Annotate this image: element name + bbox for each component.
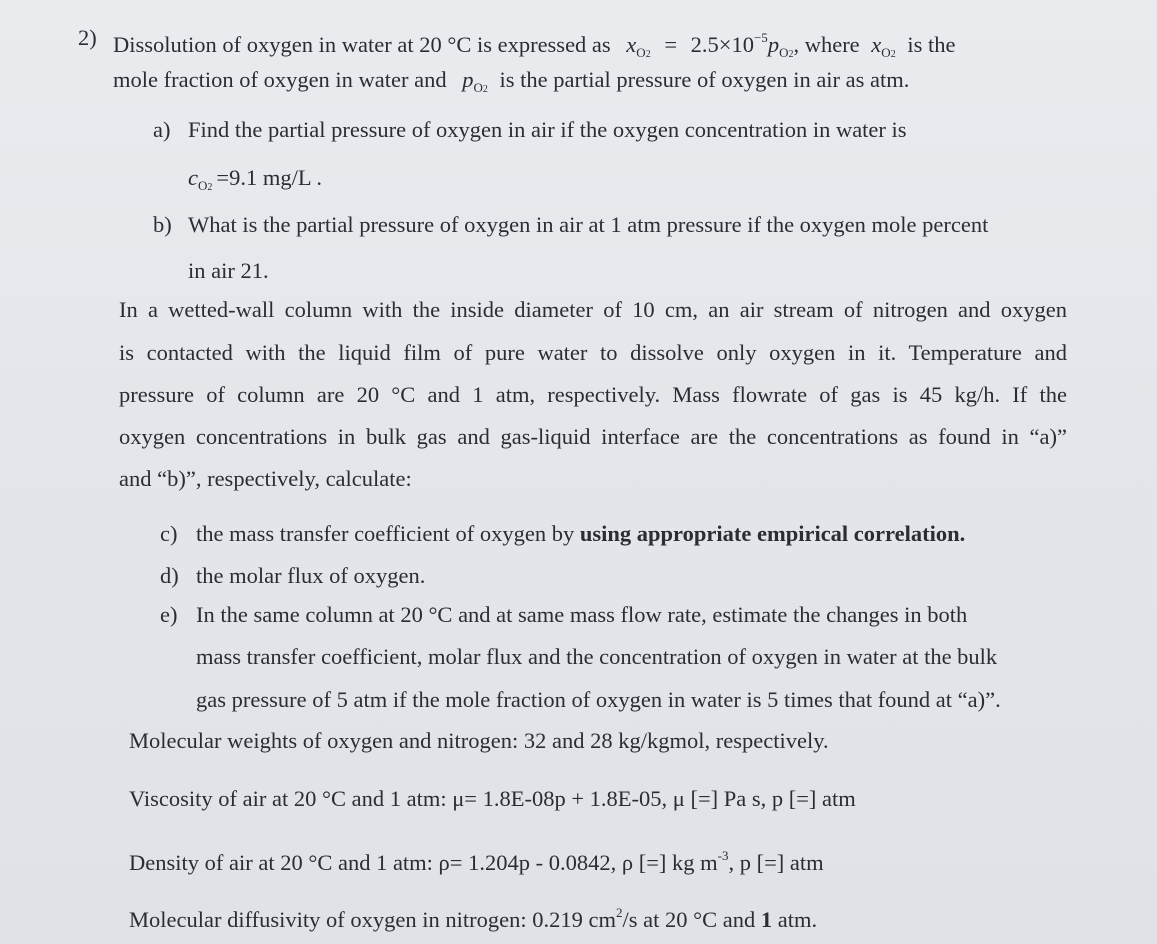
question-line-1	[113, 24, 955, 69]
paragraph-line-5: and “b)”, respectively, calculate:	[119, 466, 412, 491]
question-number: 2)	[78, 25, 97, 50]
question-where: , where	[793, 32, 860, 57]
part-e-line-2: mass transfer coefficient, molar flux and the concentration of oxygen in water at the bulk	[196, 644, 998, 669]
question-line-2	[113, 66, 909, 104]
question-is-the: is the	[907, 32, 956, 57]
symbol-c-o2: $c_{O2}$	[188, 165, 213, 193]
molecular-weights: Molecular weights of oxygen and nitrogen: 32 and 28 kg/kgmol, respectively.	[129, 728, 829, 753]
equation-equals: =	[664, 32, 678, 57]
part-d-text: the molar flux of oxygen.	[196, 563, 426, 588]
equation-exponent: −5	[753, 30, 768, 45]
equation-coefficient: 2.5×10	[690, 32, 754, 57]
part-a-text: Find the partial pressure of oxygen in air if the oxygen concentration in water is	[188, 117, 907, 142]
paragraph-line-3: pressure of column are 20 °C and 1 atm, respectively. Mass flowrate of gas is 45 kg/h. If the	[119, 382, 1067, 407]
concentration-value: =9.1 mg/L .	[216, 165, 322, 190]
equation-p: $p_{O2}$	[767, 32, 794, 60]
part-d-label: d)	[160, 563, 179, 588]
symbol-x-o2: $x_{O2}$	[871, 32, 896, 60]
density: Density of air at 20 °C and 1 atm: ρ= 1.204p - 0.0842, ρ [=] kg $m^{-3}$, p [=] atm	[129, 848, 824, 875]
part-b-text-2: in air 21.	[188, 258, 269, 283]
part-c-text-a: the mass transfer coefficient of oxygen by	[196, 521, 575, 546]
part-e-line-1: In the same column at 20 °C and at same mass flow rate, estimate the changes in both	[196, 602, 968, 627]
question-text: Dissolution of oxygen in water at 20 °C is expressed as	[113, 32, 611, 57]
viscosity: Viscosity of air at 20 °C and 1 atm: μ= 1.8E-08p + 1.8E-05, μ [=] Pa s, p [=] atm	[129, 786, 856, 811]
part-a-label: a)	[153, 117, 171, 142]
equation-x: $x_{O2}$	[626, 32, 651, 60]
part-b-label: b)	[153, 212, 172, 237]
part-c-label: c)	[160, 521, 178, 546]
paragraph-line-4: oxygen concentrations in bulk gas and gas-liquid interface are the concentrations as found in “a)”	[119, 424, 1067, 449]
diffusivity: Molecular diffusivity of oxygen in nitrogen: 0.219 $cm^2/s$ at 20 °C and 1 atm.	[129, 905, 818, 932]
paragraph-line-1: In a wetted-wall column with the inside diameter of 10 cm, an air stream of nitrogen and oxygen	[119, 297, 1067, 322]
symbol-p-o2: $p_{O2}$	[462, 67, 488, 95]
paragraph-line-2: is contacted with the liquid film of pure water to dissolve only oxygen in it. Temperature and	[119, 340, 1067, 365]
part-e-label: e)	[160, 602, 178, 627]
part-b-text-1: What is the partial pressure of oxygen in air at 1 atm pressure if the oxygen mole percent	[188, 212, 989, 237]
question-text-2b: is the partial pressure of oxygen in air as atm.	[499, 67, 910, 92]
part-c-text-bold: using appropriate empirical correlation.	[579, 521, 966, 546]
part-e-line-3: gas pressure of 5 atm if the mole fraction of oxygen in water is 5 times that found at “a)”.	[196, 687, 1001, 712]
question-text-2a: mole fraction of oxygen in water and	[113, 67, 447, 92]
part-c-text	[196, 520, 965, 548]
part-a-concentration	[188, 164, 322, 202]
